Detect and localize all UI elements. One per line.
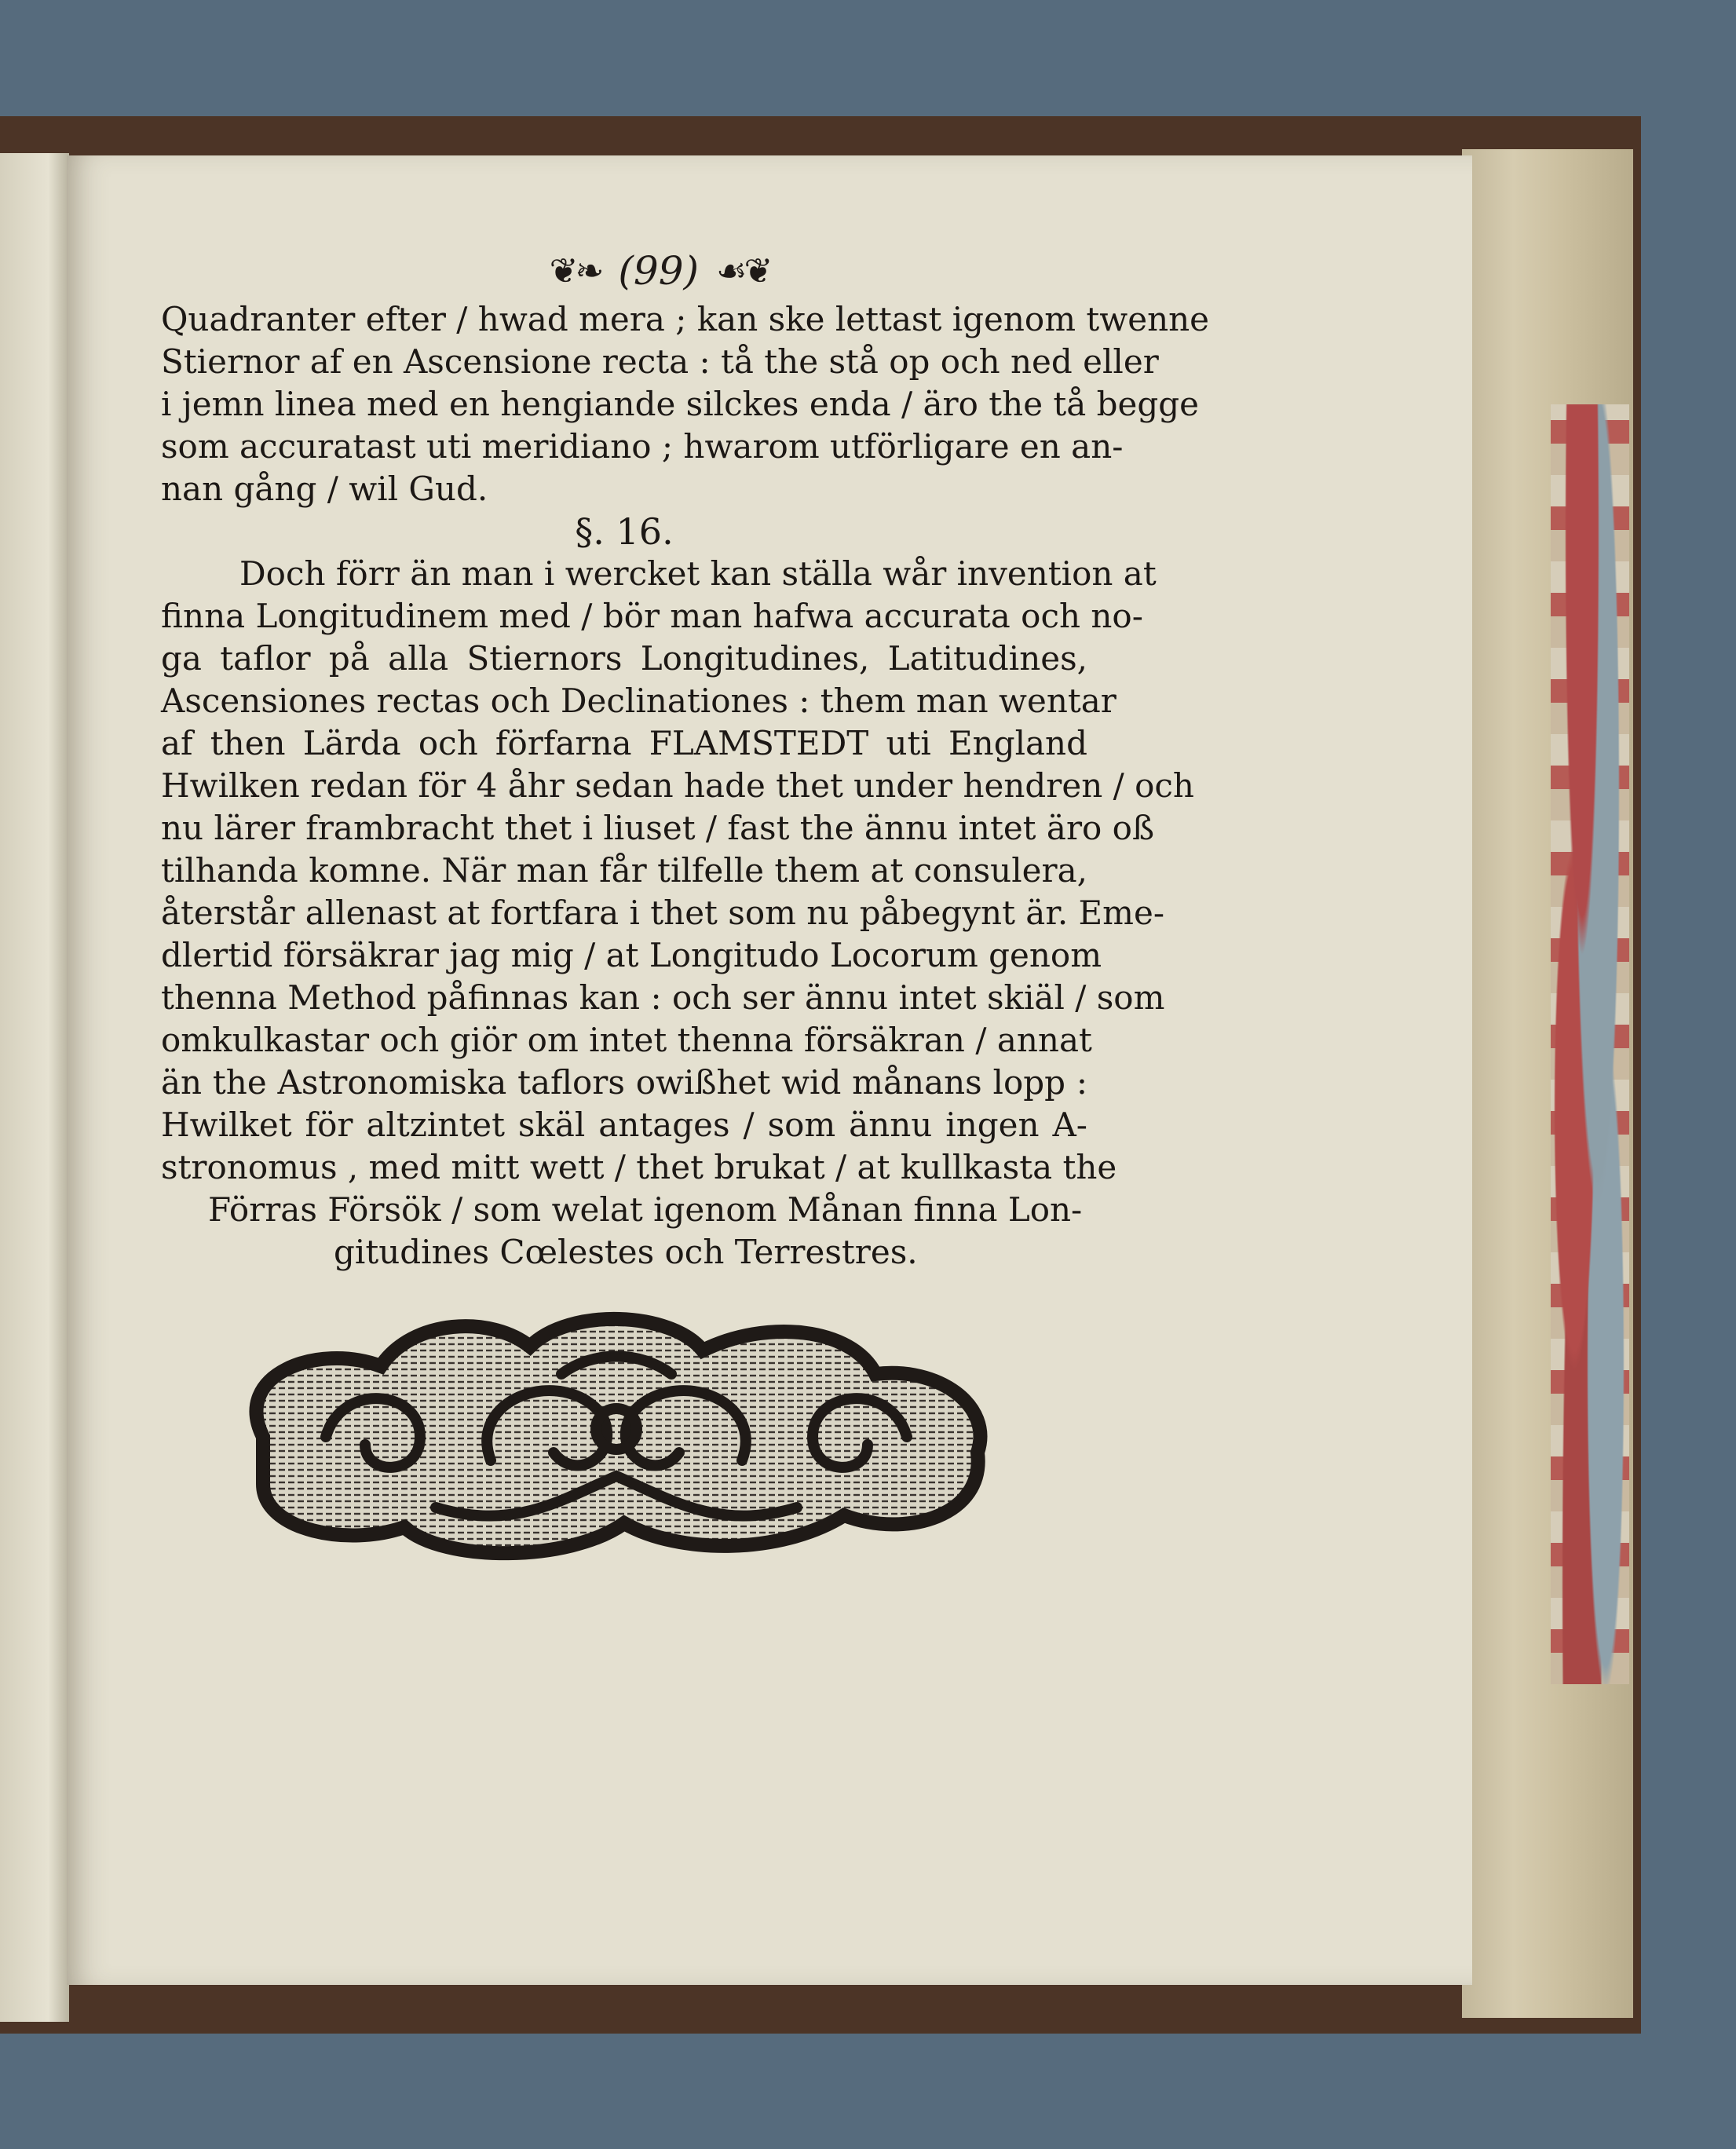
text-line: i jemn linea med en hengiande silckes enda / äro the tå begge [161,385,1200,423]
text-line: Hwilken redan för 4 åhr sedan hade thet under hendren / och [161,766,1194,805]
marbled-endpaper [1551,404,1629,1684]
text-line: än the Astronomiska taflors owißhet wid månans lopp : [161,1063,1087,1102]
text-line: finna Longitudinem med / bör man hafwa accurata och no- [161,597,1143,635]
text-line: Förras Försök / som welat igenom Månan finna Lon- [208,1190,1083,1229]
facing-page-edge [0,153,69,2022]
text-line: tilhanda komne. När man får tilfelle them at consulera, [161,851,1087,890]
page-number: (99) [618,248,700,294]
text-line: af then Lärda och förfarna FLAMSTEDT uti England [161,724,1087,762]
page-text [161,298,1210,1274]
text-line: dlertid försäkrar jag mig / at Longitudo Locorum genom [161,936,1102,974]
text-line: Hwilket för altzintet skäl antages / som ännu ingen A- [161,1106,1087,1144]
text-line: gitudines Cœlestes och Terrestres. [334,1233,918,1271]
page-header [487,243,832,298]
text-line: Stiernor af en Ascensione recta : tå the stå op och ned eller [161,342,1159,381]
text-line: thenna Method påfinnas kan : och ser ännu intet skiäl / som [161,978,1165,1017]
text-line: Ascensiones rectas och Declinationes : them man wentar [161,682,1117,720]
text-line: omkulkastar och giör om intet thenna försäkran / annat [161,1021,1092,1059]
text-line: Doch förr än man i wercket kan ställa wår invention at [239,554,1157,593]
text-line: återstår allenast at fortfara i thet som nu påbegynt är. Eme- [161,894,1165,932]
text-line: ga taflor på alla Stiernors Longitudines, Latitudines, [161,639,1087,678]
text-line: som accuratast uti meridiano ; hwarom utförligare en an- [161,427,1124,466]
section-heading: §. 16. [575,510,674,553]
text-line: nan gång / wil Gud. [161,470,488,508]
tailpiece-ornament-icon [232,1303,1001,1570]
right-fleuron-icon: ☙❦ [716,250,770,291]
left-fleuron-icon: ❦❧ [549,250,601,291]
text-line: nu lärer frambracht thet i liuset / fast the ännu intet äro oß [161,809,1155,847]
text-line: Quadranter efter / hwad mera ; kan ske lettast igenom twenne [161,300,1210,338]
text-line: stronomus , med mitt wett / thet brukat / at kullkasta the [161,1148,1117,1186]
